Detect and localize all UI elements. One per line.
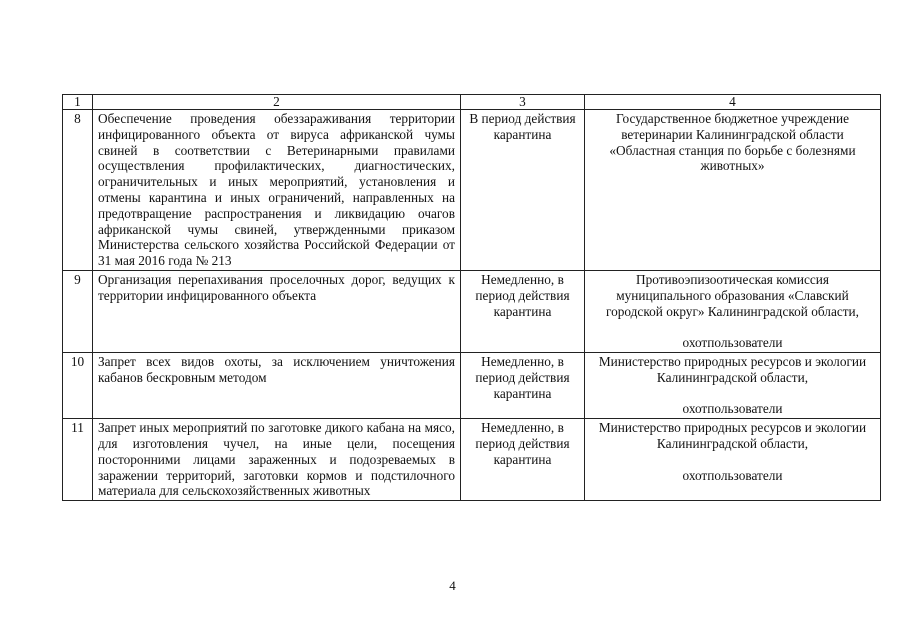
measure-deadline: Немедленно, в период действия карантина bbox=[461, 270, 585, 352]
table-row bbox=[63, 419, 881, 501]
measures-table bbox=[62, 94, 881, 501]
measure-text: Организация перепахивания проселочных дорог, ведущих к территории инфицированного объекта bbox=[93, 270, 461, 352]
measure-responsible bbox=[585, 352, 881, 418]
table-row bbox=[63, 110, 881, 271]
header-col-4: 4 bbox=[585, 95, 881, 110]
responsible-text: Государственное бюджетное учреждение ветеринарии Калининградской области «Областная станция по борьбе с болезнями животных» bbox=[609, 111, 856, 174]
responsible-secondary: охотпользователи bbox=[682, 335, 783, 351]
header-col-2: 2 bbox=[93, 95, 461, 110]
responsible-text: Противоэпизоотическая комиссия муниципального образования «Славский городской округ» Калининградской области, bbox=[605, 271, 859, 319]
table-row bbox=[63, 270, 881, 352]
measure-deadline: В период действия карантина bbox=[461, 110, 585, 271]
measure-text: Запрет всех видов охоты, за исключением уничтожения кабанов бескровным методом bbox=[93, 352, 461, 418]
page-number: 4 bbox=[449, 578, 456, 593]
table-row bbox=[63, 352, 881, 418]
responsible-secondary: охотпользователи bbox=[682, 467, 783, 483]
responsible-secondary: охотпользователи bbox=[682, 401, 783, 417]
responsible-text: Министерство природных ресурсов и экологии Калининградской области, bbox=[598, 353, 867, 385]
header-col-1: 1 bbox=[63, 95, 93, 110]
row-number: 9 bbox=[63, 270, 93, 352]
row-number: 11 bbox=[63, 419, 93, 501]
measure-deadline: Немедленно, в период действия карантина bbox=[461, 419, 585, 501]
table-header-row bbox=[63, 95, 881, 110]
row-number: 8 bbox=[63, 110, 93, 271]
measure-text: Обеспечение проведения обеззараживания территории инфицированного объекта от вируса африканской чумы свиней в соответствии с Ветеринарными правилами осуществления профилактических, диагностических, ограничительных и иных мероприятий, установления и отмены карантина и иных ограничений, направленных на предотвращение распространения и ликвидацию очагов африканской чумы свиней, утвержденными приказом Министерства сельского хозяйства Российской Федерации от 31 мая 2016 года № 213 bbox=[93, 110, 461, 271]
measure-text: Запрет иных мероприятий по заготовке дикого кабана на мясо, для изготовления чучел, на иные цели, посещения посторонними лицами зараженных и подозреваемых в заражении территорий, заготовки кормов и подстилочного материала для сельскохозяйственных животных bbox=[93, 419, 461, 501]
measure-responsible bbox=[585, 110, 881, 271]
row-number: 10 bbox=[63, 352, 93, 418]
measure-responsible bbox=[585, 419, 881, 501]
responsible-text: Министерство природных ресурсов и экологии Калининградской области, bbox=[598, 420, 867, 451]
measure-responsible bbox=[585, 270, 881, 352]
measure-deadline: Немедленно, в период действия карантина bbox=[461, 352, 585, 418]
header-col-3: 3 bbox=[461, 95, 585, 110]
